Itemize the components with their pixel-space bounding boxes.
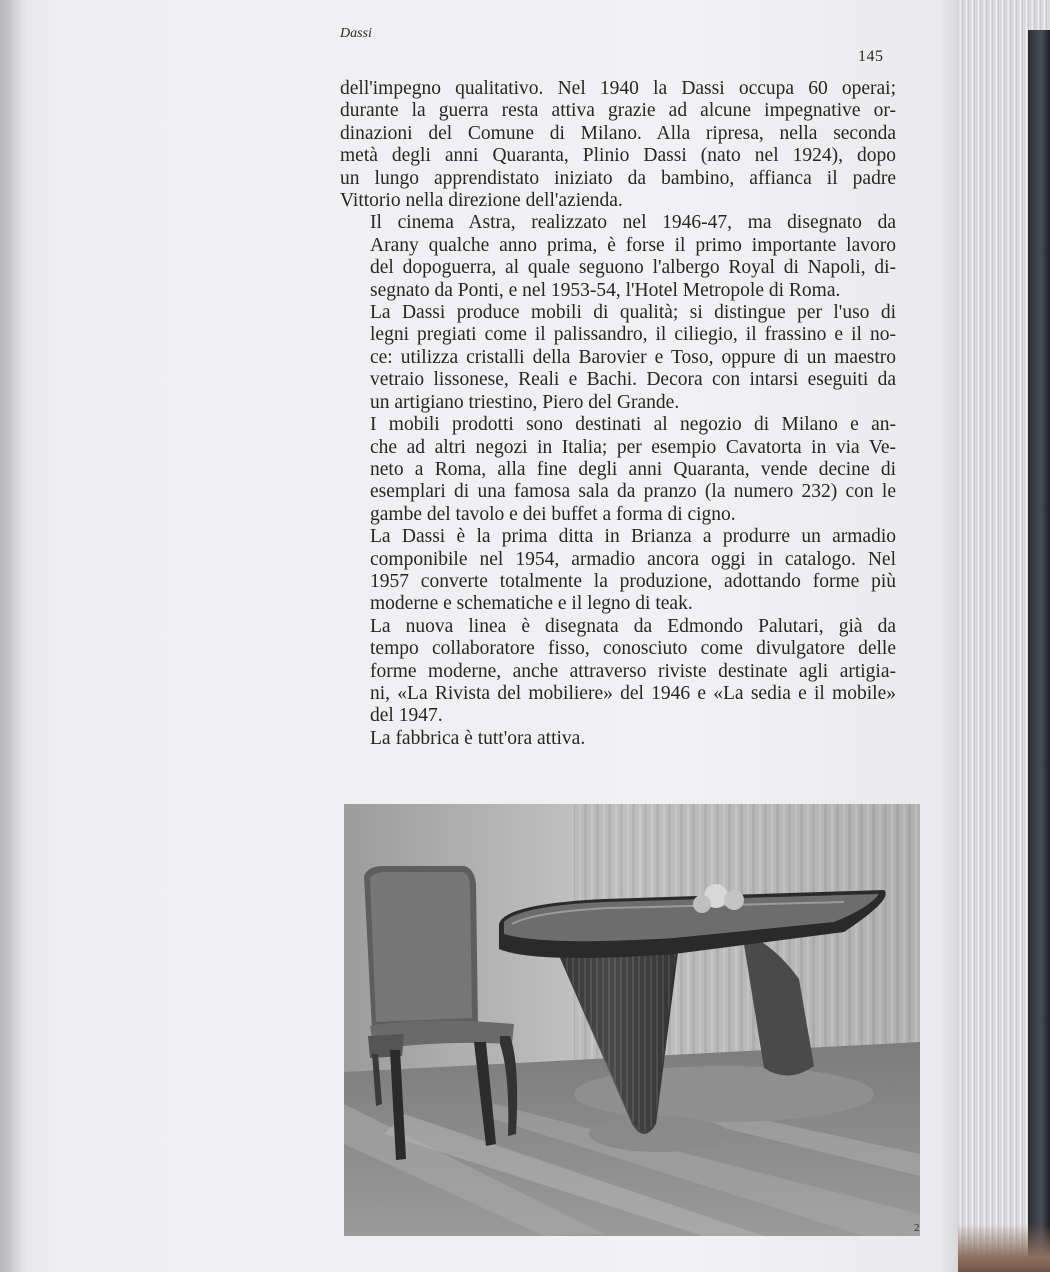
paragraph-6 [340,616,896,728]
text-line: metà degli anni Quaranta, Plinio Dassi (nato nel 1924), dopo [340,145,896,167]
body-text [340,78,896,750]
page-gutter-shadow [0,0,26,1272]
text-line: tempo collaboratore fisso, conosciuto come divulgatore delle [370,638,896,660]
text-line: ni, «La Rivista del mobiliere» del 1946 e «La sedia e il mobile» [370,682,896,704]
text-line: un lungo apprendistato iniziato da bambino, affianca il padre [340,167,896,189]
paragraph-3 [340,302,896,414]
text-line: componibile nel 1954, armadio ancora oggi in catalogo. Nel [370,548,896,570]
text-line: I mobili prodotti sono destinati al negozio di Milano e an- [370,414,896,436]
text-line: La Dassi produce mobili di qualità; si distingue per l'uso di [370,302,896,324]
paragraph-5 [340,526,896,616]
text-line: gambe del tavolo e dei buffet a forma di cigno. [370,503,736,525]
text-line: moderne e schematiche e il legno di teak. [370,593,693,615]
text-line: La Dassi è la prima ditta in Brianza a produrre un armadio [370,526,896,548]
text-line: ce: utilizza cristalli della Barovier e Toso, oppure di un maestro [370,346,896,368]
text-line: Vittorio nella direzione dell'azienda. [340,190,623,212]
text-line: che ad altri negozi in Italia; per esempio Cavatorta in via Ve- [370,436,896,458]
text-line: La nuova linea è disegnata da Edmondo Palutari, già da [370,615,896,637]
figure-number: 2 [914,1222,920,1234]
text-line: del dopoguerra, al quale seguono l'albergo Royal di Napoli, di- [370,257,896,279]
text-line: dell'impegno qualitativo. Nel 1940 la Dassi occupa 60 operai; [340,78,896,99]
text-line: forme moderne, anche attraverso riviste destinate agli artigia- [370,660,896,682]
text-line: durante la guerra resta attiva grazie ad alcune impegnative or- [340,100,896,122]
text-line: esemplari di una famosa sala da pranzo (la numero 232) con le [370,481,896,503]
text-line: del 1947. [370,705,443,727]
book-cover-bottom [958,1224,1050,1272]
text-line: La fabbrica è tutt'ora attiva. [370,727,586,749]
photo-dining-table-and-chair [344,804,920,1236]
book-cover-edge [1028,30,1050,1272]
text-line: vetraio lissonese, Reali e Bachi. Decora con intarsi eseguiti da [370,369,896,391]
paragraph-4 [340,414,896,526]
page-number: 145 [858,48,884,65]
text-line: neto a Roma, alla fine degli anni Quaranta, vende decine di [370,458,896,480]
running-head: Dassi [340,26,372,41]
text-line: dinazioni del Comune di Milano. Alla ripresa, nella seconda [340,122,896,144]
text-line: Il cinema Astra, realizzato nel 1946-47, ma disegnato da [370,212,896,234]
text-line: segnato da Ponti, e nel 1953-54, l'Hotel Metropole di Roma. [370,279,841,301]
paragraph-1 [340,78,896,212]
text-line: un artigiano triestino, Piero del Grande. [370,391,680,413]
paragraph-7 [340,728,896,750]
text-line: legni pregiati come il palissandro, il ciliegio, il frassino e il no- [370,324,896,346]
text-line: Arany qualche anno prima, è forse il primo importante lavoro [370,234,896,256]
paragraph-2 [340,212,896,302]
text-line: 1957 converte totalmente la produzione, adottando forme più [370,570,896,592]
